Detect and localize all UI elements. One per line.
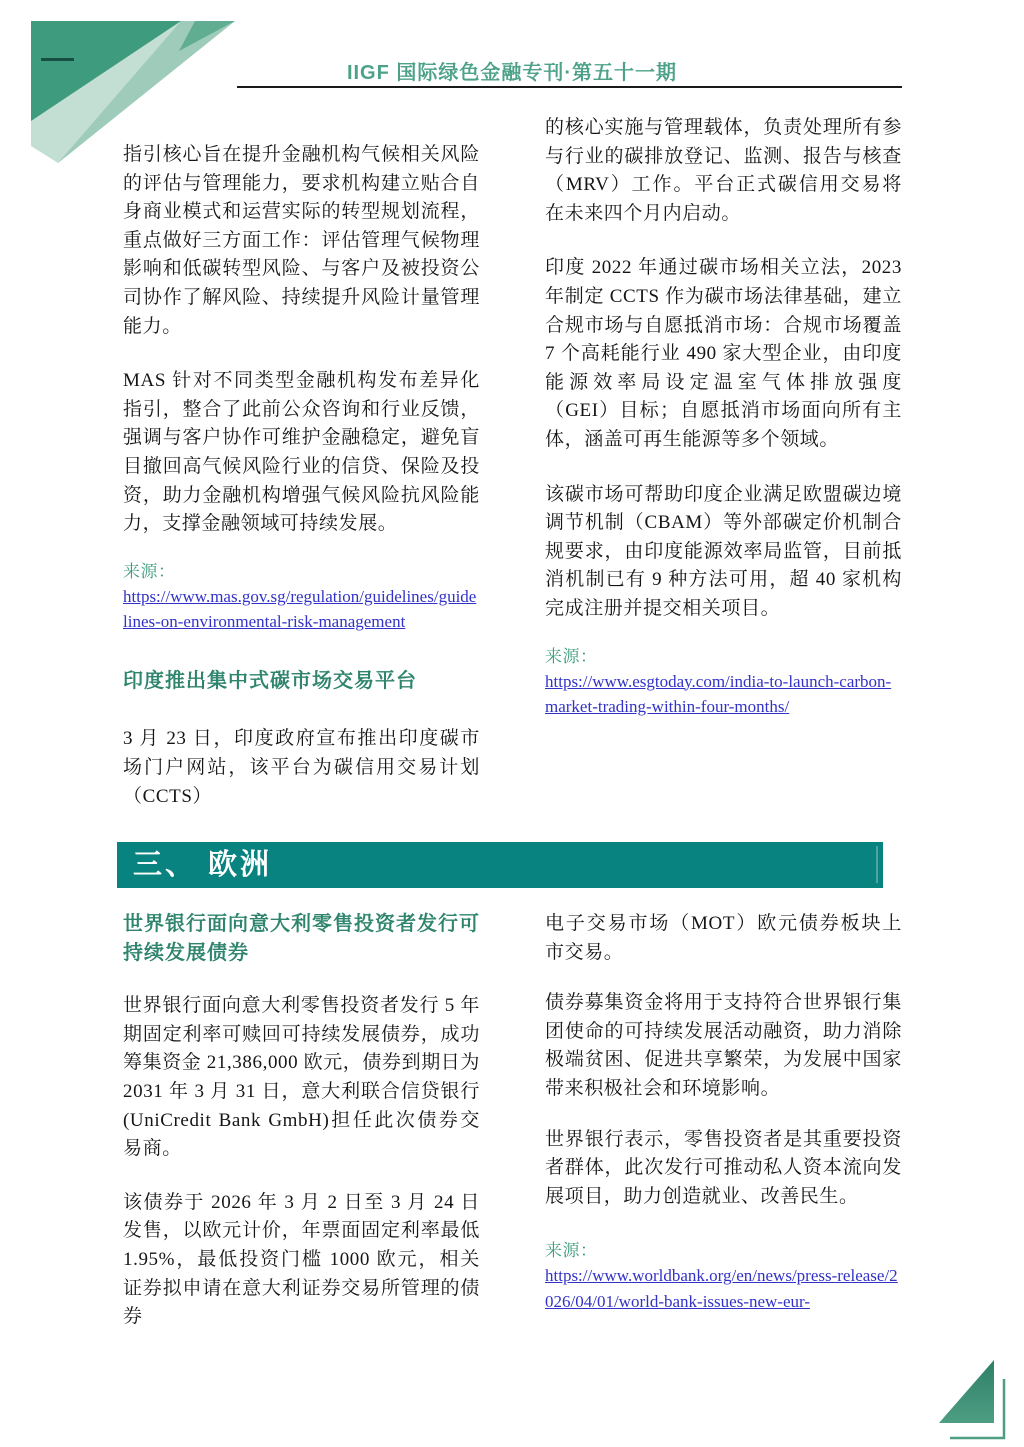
worldbank-article-title: 世界银行面向意大利零售投资者发行可持续发展债券 [123,913,480,964]
right-column-top [545,114,902,720]
header-rule [237,86,902,88]
india-paragraph-1-left: 3 月 23 日，印度政府宣布推出印度碳市场门户网站，该平台为碳信用交易计划（CCTS） [123,728,480,807]
worldbank-paragraph-3: 电子交易市场（MOT）欧元债券板块上市交易。 [545,913,902,963]
india-source-block [545,645,902,720]
worldbank-source-block [545,1239,902,1314]
worldbank-paragraph-4: 债券募集资金将用于支持符合世界银行集团使命的可持续发展活动融资，助力消除极端贫困、促进共享繁荣，为发展中国家带来积极社会和环境影响。 [545,992,902,1099]
mas-paragraph-1: 指引核心旨在提升金融机构气候相关风险的评估与管理能力，要求机构建立贴合自身商业模式和运营实际的转型规划流程，重点做好三方面工作：评估管理气候物理影响和低碳转型风险、与客户及被投资公司协作了解风险、持续提升风险计量管理能力。 [123,144,480,337]
page-title: IIGF 国际绿色金融专刊·第五十一期 [346,62,678,84]
worldbank-paragraph-5: 世界银行表示，零售投资者是其重要投资者群体，此次发行可推动私人资本流向发展项目，助力创造就业、改善民生。 [545,1128,902,1207]
mas-paragraph-2: MAS 针对不同类型金融机构发布差异化指引，整合了此前公众咨询和行业反馈，强调与客户协作可维护金融稳定，避免盲目撤回高气候风险行业的信贷、保险及投资，助力金融机构增强气候风险抗风险能力，支撑金融领域可持续发展。 [123,370,480,535]
section-title: 三、 欧洲 [133,849,273,881]
source-label: 来源： [545,646,598,666]
mas-source-link[interactable]: https://www.mas.gov.sg/regulation/guidelines/guidelines-on-environmental-risk-management [123,586,477,632]
worldbank-paragraph-1: 世界银行面向意大利零售投资者发行 5 年期固定利率可赎回可持续发展债券，成功筹集资金 21,386,000 欧元，债券到期日为 2031 年 3 月 31 日，意大利联合信贷银行(UniCredit Bank GmbH)担任此次债券交易商。 [123,995,481,1160]
india-paragraph-1-right: 的核心实施与管理载体，负责处理所有参与行业的碳排放登记、监测、报告与核查（MRV）工作。平台正式碳信用交易将在未来四个月内启动。 [545,117,902,224]
source-label: 来源： [123,561,176,581]
worldbank-source-link[interactable]: https://www.worldbank.org/en/news/press-release/2026/04/01/world-bank-issues-new-eur- [545,1266,898,1311]
india-paragraph-2: 印度 2022 年通过碳市场相关立法，2023 年制定 CCTS 作为碳市场法律基础，建立合规市场与自愿抵消市场：合规市场覆盖 7 个高耗能行业 490 家大型企业，由印度能源效率局设定温室气体排放强度（GEI）目标；自愿抵消市场面向所有主体，涵盖可再生能源等多个领域。 [545,257,902,450]
banner-stripe [876,846,878,883]
worldbank-paragraph-2: 该债券于 2026 年 3 月 2 日至 3 月 24 日发售，以欧元计价，年票面固定利率最低 1.95%，最低投资门槛 1000 欧元，相关证券拟申请在意大利证券交易所管理的债券 [123,1191,480,1328]
corner-triangle-decoration-bottom-right [933,1353,1013,1445]
india-paragraph-3: 该碳市场可帮助印度企业满足欧盟碳边境调节机制（CBAM）等外部碳定价机制合规要求，由印度能源效率局监管，目前抵消机制已有 9 种方法可用，超 40 家机构完成注册并提交相关项目。 [545,483,902,619]
mas-source-block [123,560,480,635]
right-column-bottom [545,910,902,1314]
section-banner-europe [117,842,883,888]
left-column-top [123,141,480,811]
india-source-link[interactable]: https://www.esgtoday.com/india-to-launch-carbon-market-trading-within-four-months/ [545,671,892,716]
left-column-bottom [123,910,480,1332]
source-label: 来源： [545,1241,598,1261]
india-article-title: 印度推出集中式碳市场交易平台 [123,669,417,692]
